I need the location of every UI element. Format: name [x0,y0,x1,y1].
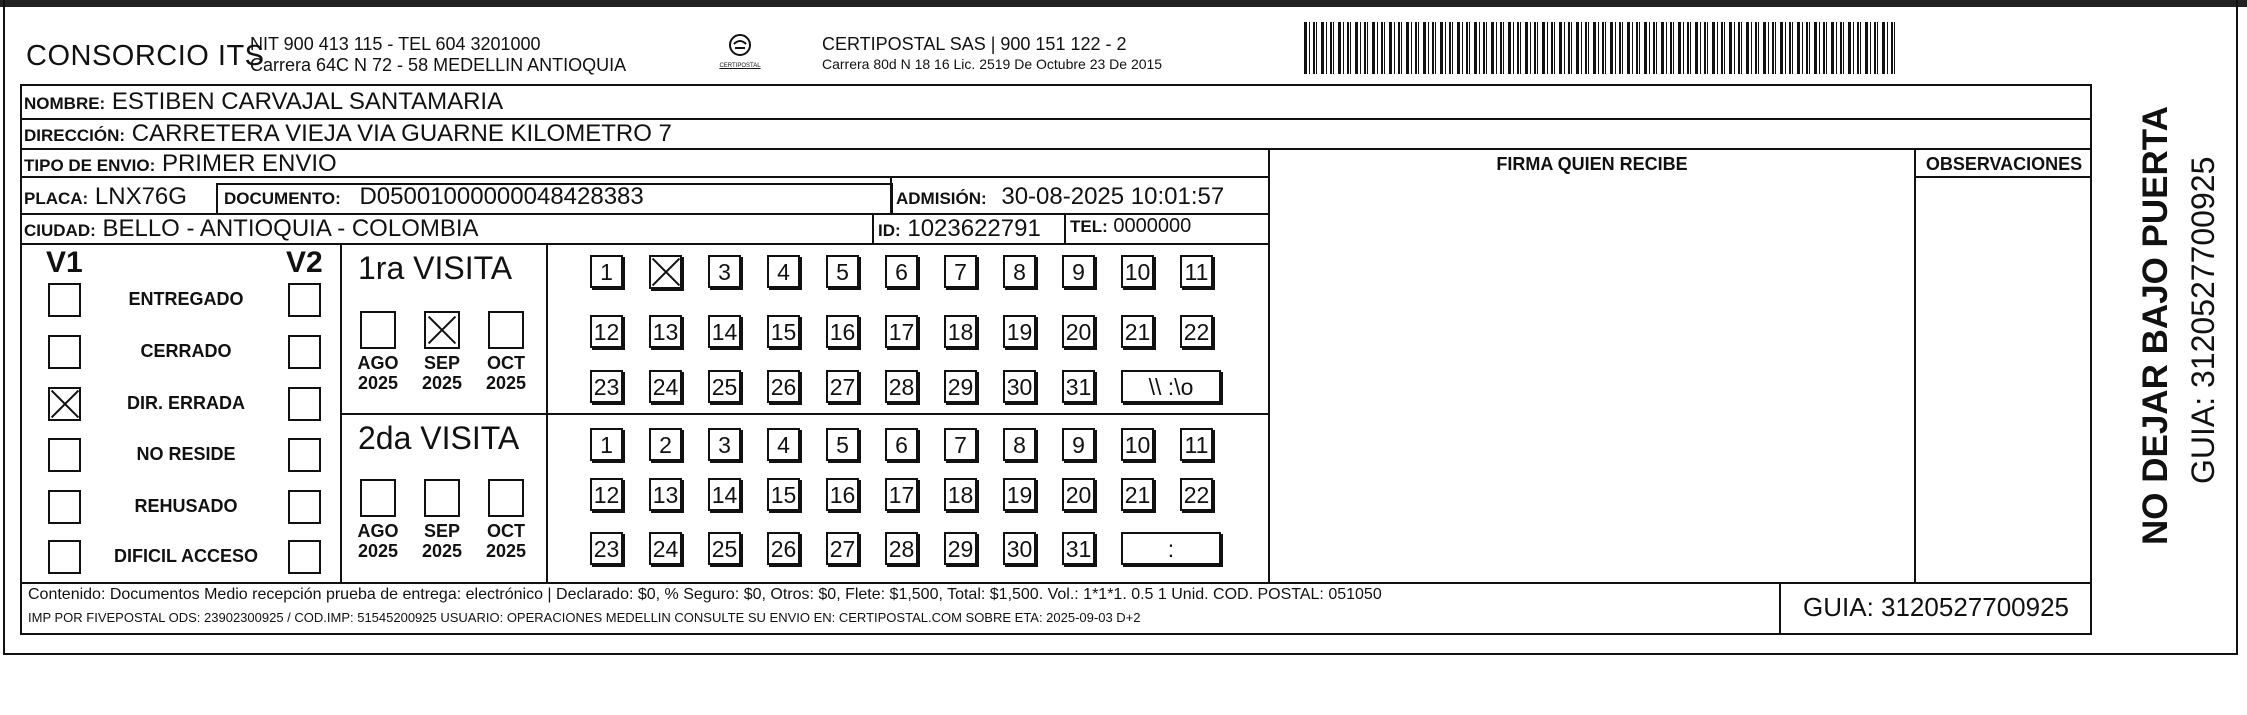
day-25-box[interactable]: 25 [708,370,741,403]
day-26-box[interactable]: 26 [767,532,800,565]
month-checkbox[interactable] [424,479,460,517]
month-label [478,353,534,393]
certipostal-logo-text: CERTIPOSTAL [719,63,761,69]
status-label: REHUSADO [134,496,238,516]
row-divider [20,243,1270,245]
day-17-box[interactable]: 17 [885,315,918,348]
day-28-box[interactable]: 28 [885,532,918,565]
day-29-box[interactable]: 29 [944,370,977,403]
field-divider [890,176,892,214]
plate-field [24,183,187,211]
certipostal-logo [710,32,770,72]
contents-line: Contenido: Documentos Medio recepción prueba de entrega: electrónico | Declarado: $0, % Seguro: $0, Otros: $0, Flete: $1,500, Total: $1,500. Vol.: 1*1*1. 0.5 1 Unid. COD. POSTAL: 051050 [28,586,1382,603]
month-label [414,353,470,393]
day-23-box[interactable]: 23 [590,532,623,565]
status-v2-checkbox[interactable] [288,387,321,421]
shipment-type: PRIMER ENVIO [161,150,337,177]
day-7-box[interactable]: 7 [944,255,977,288]
status-label: DIR. ERRADA [126,393,245,413]
admission-datetime: 30-08-2025 10:01:57 [1001,183,1225,210]
day-12-box[interactable]: 12 [590,315,623,348]
shipment-type-field [24,150,337,178]
month-checkbox[interactable] [488,479,524,517]
month-name: OCT [487,353,525,373]
month-label [350,353,406,393]
document-number: D05001000000048428383 [359,183,644,210]
day-1-box[interactable]: 1 [590,255,623,288]
day-20-box[interactable]: 20 [1062,478,1095,511]
company-name: CONSORCIO ITS [26,40,265,72]
status-label: DIFICIL ACCESO [113,546,258,566]
bottom-edge-line [3,653,2238,655]
day-31-box[interactable]: 31 [1062,370,1095,403]
day-7-box[interactable]: 7 [944,428,977,461]
right-edge-line [2236,0,2238,655]
day-30-box[interactable]: 30 [1003,532,1036,565]
day-16-box[interactable]: 16 [826,315,859,348]
address-label: DIRECCIÓN: [24,126,126,145]
day-26-box[interactable]: 26 [767,370,800,403]
day-18-box[interactable]: 18 [944,478,977,511]
day-21-box[interactable]: 21 [1121,478,1154,511]
top-edge-bar [0,0,2247,7]
day-11-box[interactable]: 11 [1180,428,1213,461]
day-2-box[interactable]: 2 [649,428,682,461]
signature-column-left [1268,148,1270,583]
month-name: SEP [423,353,461,373]
visit1-title: 1ra VISITA [358,250,513,286]
day-4-box[interactable]: 4 [767,255,800,288]
time-box[interactable]: : [1121,532,1221,565]
footer-guide-number: GUIA: 3120527700925 [1803,592,2069,622]
city: BELLO - ANTIOQUIA - COLOMBIA [102,215,479,242]
visits-row-divider [340,413,1270,415]
day-20-box[interactable]: 20 [1062,315,1095,348]
day-30-box[interactable]: 30 [1003,370,1036,403]
day-23-box[interactable]: 23 [590,370,623,403]
admission-field [896,183,1224,211]
day-29-box[interactable]: 29 [944,532,977,565]
document-field [224,183,644,211]
month-label [414,521,470,561]
plate: LNX76G [94,183,187,210]
day-4-box[interactable]: 4 [767,428,800,461]
day-17-box[interactable]: 17 [885,478,918,511]
observations-column-left [1914,148,1916,583]
id-number: 1023622791 [907,215,1041,242]
month-label [478,521,534,561]
admission-label: ADMISIÓN: [896,189,987,208]
day-9-box[interactable]: 9 [1062,255,1095,288]
address: CARRETERA VIEJA VIA GUARNE KILOMETRO 7 [131,120,672,147]
document-label: DOCUMENTO: [224,189,341,208]
day-10-box[interactable]: 10 [1121,428,1154,461]
city-field [24,215,479,243]
id-field [878,215,1041,243]
status-v2-checkbox[interactable] [288,283,321,317]
day-10-box[interactable]: 10 [1121,255,1154,288]
row-divider [1914,176,2092,178]
day-8-box[interactable]: 8 [1003,428,1036,461]
field-divider [1064,213,1066,243]
day-27-box[interactable]: 27 [826,370,859,403]
day-6-box[interactable]: 6 [885,428,918,461]
day-19-box[interactable]: 19 [1003,478,1036,511]
month-year: 2025 [357,373,399,393]
id-label: ID: [878,221,901,240]
day-5-box[interactable]: 5 [826,428,859,461]
month-year: 2025 [485,373,527,393]
day-5-box[interactable]: 5 [826,255,859,288]
day-3-box[interactable]: 3 [708,428,741,461]
recipient-name-field [24,88,503,116]
company-nit-phone: NIT 900 413 115 - TEL 604 3201000 [250,34,541,54]
recipient-name-label: NOMBRE: [24,94,106,113]
day-24-box[interactable]: 24 [649,532,682,565]
signature-header: FIRMA QUIEN RECIBE [1496,154,1688,174]
footer-divider [1779,582,1781,635]
month-name: OCT [487,521,525,541]
phone-number: 0000000 [1113,215,1192,237]
observations-header: OBSERVACIONES [1925,154,2083,174]
day-2-box[interactable] [649,255,682,289]
day-19-box[interactable]: 19 [1003,315,1036,348]
day-16-box[interactable]: 16 [826,478,859,511]
day-18-box[interactable]: 18 [944,315,977,348]
month-year: 2025 [421,541,463,561]
field-divider [872,213,874,243]
carrier-address: Carrera 80d N 18 16 Lic. 2519 De Octubre 23 De 2015 [822,56,1163,72]
side-guide-number: GUIA: 3120527700925 [2185,156,2221,484]
plate-label: PLACA: [24,189,89,208]
row-divider [20,582,2092,584]
day-31-box[interactable]: 31 [1062,532,1095,565]
day-27-box[interactable]: 27 [826,532,859,565]
imp-line: IMP POR FIVEPOSTAL ODS: 23902300925 / COD.IMP: 51545200925 USUARIO: OPERACIONES MEDELLIN CONSULTE SU ENVIO EN: CERTIPOSTAL.COM SOBRE ETA: 2025-09-03 D+2 [28,610,1141,625]
status-v2-checkbox[interactable] [288,540,321,574]
month-name: SEP [423,521,461,541]
status-v2-checkbox[interactable] [288,335,321,369]
day-1-box[interactable]: 1 [590,428,623,461]
day-28-box[interactable]: 28 [885,370,918,403]
address-field [24,120,672,148]
status-label: CERRADO [140,341,232,361]
left-edge-line [3,0,5,655]
phone-label: TEL: [1070,217,1108,236]
month-checkbox[interactable] [360,479,396,517]
day-13-box[interactable]: 13 [649,478,682,511]
day-24-box[interactable]: 24 [649,370,682,403]
month-label [350,521,406,561]
day-3-box[interactable]: 3 [708,255,741,288]
day-15-box[interactable]: 15 [767,315,800,348]
side-warning: NO DEJAR BAJO PUERTA [2136,106,2175,546]
month-name: AGO [357,521,399,541]
day-25-box[interactable]: 25 [708,532,741,565]
barcode [1304,22,1899,74]
status-v2-checkbox[interactable] [288,438,321,472]
day-15-box[interactable]: 15 [767,478,800,511]
day-9-box[interactable]: 9 [1062,428,1095,461]
shipment-type-label: TIPO DE ENVIO: [24,156,156,175]
status-label: NO RESIDE [136,444,236,464]
month-name: AGO [357,353,399,373]
city-label: CIUDAD: [24,221,96,240]
v1-header: V1 [46,246,83,279]
visit2-title: 2da VISITA [358,420,520,456]
day-12-box[interactable]: 12 [590,478,623,511]
carrier-name: CERTIPOSTAL SAS | 900 151 122 - 2 [822,34,1127,54]
status-label: ENTREGADO [128,289,244,309]
day-6-box[interactable]: 6 [885,255,918,288]
day-14-box[interactable]: 14 [708,315,741,348]
month-checkbox[interactable] [424,311,460,349]
day-14-box[interactable]: 14 [708,478,741,511]
day-13-box[interactable]: 13 [649,315,682,348]
company-address: Carrera 64C N 72 - 58 MEDELLIN ANTIOQUIA [250,55,627,75]
day-22-box[interactable]: 22 [1180,478,1213,511]
month-year: 2025 [485,541,527,561]
day-22-box[interactable]: 22 [1180,315,1213,348]
month-checkbox[interactable] [488,311,524,349]
day-8-box[interactable]: 8 [1003,255,1036,288]
status-v2-checkbox[interactable] [288,490,321,524]
month-year: 2025 [357,541,399,561]
certipostal-logo-icon [725,32,755,58]
month-year: 2025 [421,373,463,393]
phone-field [1070,215,1191,238]
v2-header: V2 [286,246,323,279]
day-11-box[interactable]: 11 [1180,255,1213,288]
day-21-box[interactable]: 21 [1121,315,1154,348]
month-checkbox[interactable] [360,311,396,349]
time-box[interactable]: \\ :\o [1121,370,1221,403]
recipient-name: ESTIBEN CARVAJAL SANTAMARIA [111,88,504,115]
